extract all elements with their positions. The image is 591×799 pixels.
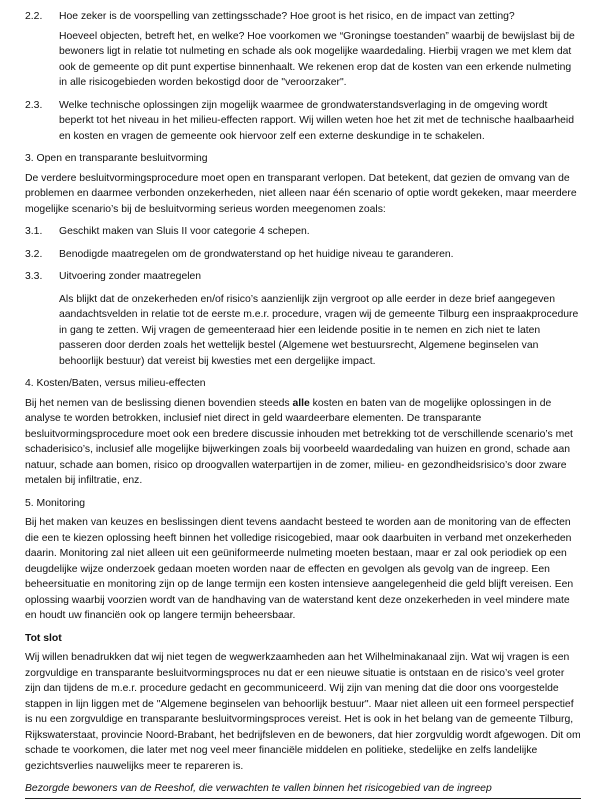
closing-heading: Tot slot: [25, 632, 62, 644]
section-3-3: [25, 269, 581, 285]
section-3-3-body: Als blijkt dat de onzekerheden en/of risico’s aanzienlijk zijn vergroot op alle eerder in deze brief aangegeven aandachtsvelden in relatie tot de eerste m.e.r. procedure, vragen wij de gemeente Tilburg een inspraakprocedure in gang te zetten. Wij vragen de gemeenteraad hier een leidende positie in te nemen en zich niet te laten passeren door derden zoals het wettelijk bestel (Algemene wet bestuursrecht, Algemene beginselen van behoorlijk bestuur) dat vereist bij kwesties met een dergelijke impact.: [59, 293, 579, 367]
section-4-body-pre: Bij het nemen van de beslissing dienen bovendien steeds: [25, 397, 293, 409]
list-item: Geschikt maken van Sluis II voor categorie 4 schepen.: [59, 226, 310, 237]
closing-body: Wij willen benadrukken dat wij niet tegen de wegwerkzaamheden aan het Wilhelminakanaal zijn. Wat wij vragen is een zorgvuldige en transparante besluitvormingsproces nu dat er een nieuwe situatie is ontstaan en de risico’s veel groter zijn dan tijdens de m.e.r. procedure gedacht en gecommuniceerd. Wij zijn van mening dat die door ons voorgestelde stappen in lijn liggen met de "Algemene beginselen van behoorlijk bestuur". Maar niet alleen uit een formeel perspectief is nu een zorgvuldige en transparante besluitvormingsproces vereist. Het is ook in het belang van de gemeente Tilburg, Rijkswaterstaat, provincie Noord-Brabant, het bedrijfsleven en de bewoners, dat hier zorgvuldig wordt afgewogen. Dit om schade te voorkomen, die later met nog veel meer financiële middelen en politieke, stedelijke en zelfs landelijke gezichtsverlies nauwelijks meer te repareren is.: [25, 652, 581, 772]
section-2-3: [25, 98, 581, 145]
section-4-body-post: kosten en baten van de mogelijke oplossingen in de analyse te worden betrokken, inclusief niet direct in geld waardeerbare elementen. De transparante besluitvormingsprocedure moet ook een bredere discussie inhouden met betrekking tot de verschillende scenario’s met schaderisico’s, inclusief alle mogelijke bijwerkingen zoals bij voorbeeld waardedaling van huizen en grond, schade aan natuur, schade aan bomen, risico op droogvallen waterpartijen in de zomer, milieu- en gezondheidsrisico’s door zware metalen bij infiltratie, enz.: [25, 397, 573, 486]
section-number: 2.2.: [25, 11, 43, 22]
section-2-2-heading: Hoe zeker is de voorspelling van zettingsschade? Hoe groot is het risico, en de impact van zetting?: [59, 11, 515, 22]
list-item: Benodigde maatregelen om de grondwaterstand op het huidige niveau te garanderen.: [59, 248, 454, 260]
section-number: 2.3.: [25, 99, 43, 111]
section-5-body: Bij het maken van keuzes en beslissingen dient tevens aandacht besteed te worden aan de monitoring van de effecten die een te kiezen oplossing heeft binnen het volledige risicogebied, maar ook daarbuiten in verband met onzekerheden daarin. Monitoring zal niet alleen uit een geüniformeerde nulmeting moeten bestaan, maar er zal ook periodiek op een deugdelijke wijze onderzoek gedaan moeten worden naar de effecten en gevolgen als gevolg van de ingreep. Een beheersituatie en monitoring zijn op de lange termijn een kosten intensieve aangelegenheid die geld blijft vereisen. Een oplossing waarbij voorzien wordt van de handhaving van de waterstand kent deze onzekerheden in veel mindere mate en houdt uw financiën ook op langere termijn beheersbaar.: [25, 517, 574, 621]
section-2-2: [25, 9, 581, 25]
section-2-3-text: Welke technische oplossingen zijn mogelijk waarmee de grondwaterstandsverlaging in de omgeving wordt beperkt tot het niveau in het milieu-effecten rapport. Wij willen weten hoe het zit met de technische haalbaarheid en kosten en vragen de gemeente ook hiervoor zelf een externe deskundige in te schakelen.: [59, 99, 575, 142]
section-number: 3.1.: [25, 226, 43, 237]
section-3-body: De verdere besluitvormingsprocedure moet open en transparant verlopen. Dat betekent, dat gezien de omvang van de problemen en daarmee verbonden onzekerheden, niet alleen naar één scenario of optie wordt gekeken, maar meerdere mogelijke scenario’s bij de besluitvorming serieus worden meegenomen zoals:: [25, 172, 577, 215]
section-4-heading: 4. Kosten/Baten, versus milieu-effecten: [25, 378, 206, 389]
section-5-heading: 5. Monitoring: [25, 497, 86, 509]
section-3-heading: 3. Open en transparante besluitvorming: [25, 153, 208, 164]
document-page: [25, 9, 581, 799]
section-4-body: [25, 396, 581, 489]
signature-line: Bezorgde bewoners van de Reeshof, die verwachten te vallen binnen het risicogebied van de ingreep: [25, 783, 492, 794]
section-4-body-emphasis: alle: [292, 397, 310, 409]
section-3-2: [25, 247, 581, 263]
list-item: Uitvoering zonder maatregelen: [59, 271, 202, 282]
section-3-1: [25, 224, 581, 240]
section-number: 3.3.: [25, 271, 43, 282]
section-2-2-body: Hoeveel objecten, betreft het, en welke? Hoe voorkomen we “Groningse toestanden” waarbij de bewijslast bij de bewoners ligt in relatie tot nulmeting en schade als ook mogelijke waardedaling. Hierbij vragen we met klem dat ook de gemeente op dit punt expertise binnenhaalt. We rekenen erop dat de kosten van een erkende nulmeting in alle risicogebieden worden bekostigd door de "veroorzaker".: [59, 30, 575, 88]
section-number: 3.2.: [25, 248, 43, 260]
signature-rule: [25, 798, 581, 799]
